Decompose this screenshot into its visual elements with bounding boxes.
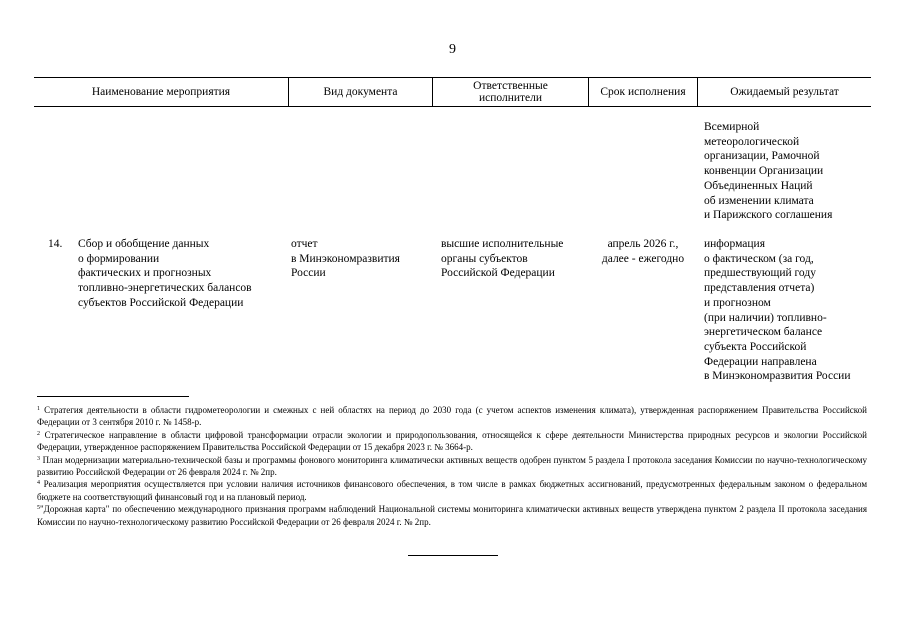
row-deadline: апрель 2026 г., далее - ежегодно [601, 238, 685, 265]
footnote-mark: 2 [37, 430, 40, 437]
footnote [37, 478, 867, 503]
continued-result-text: Всемирной метеорологической организации, Рамочной конвенции Организации Объединенных Наций об изменении климата и Парижского соглашения [704, 121, 833, 222]
footnote-mark: 4 [37, 480, 40, 487]
end-divider [408, 555, 498, 556]
footnote [37, 429, 867, 454]
footnote-text: Стратегия деятельности в области гидрометеорологии и смежных с ней областях на период до 2030 года (с учетом аспектов изменения климата), утвержденная распоряжением Правительства Российской Федерации от 3 сентября 2010 г. № 1458-р. [37, 405, 867, 428]
table-header-rule [34, 106, 871, 107]
footnote-mark: 1 [37, 406, 40, 412]
footnote [37, 404, 867, 429]
footnote [37, 454, 867, 479]
row-result: информация о фактическом (за год, предшествующий году представления отчета) и прогнозном (при наличии) топливно- энергетическом балансе субъекта Российской Федерации направлена в Минэкономразвития России [704, 238, 851, 383]
footnote-mark: 5 [37, 505, 40, 512]
header-name: Наименование мероприятия [91, 86, 231, 98]
footnote [37, 503, 867, 528]
row-number: 14. [48, 238, 63, 250]
footnote-text: План модернизации материально-технической базы и программы фонового мониторинга климатически активных веществ одобрен пунктом 5 раздела I протокола заседания Комиссии по научно-технологическому развитию Российской Федерации от 26 февраля 2024 г. № 2пр. [37, 454, 867, 478]
row-doc-type: отчет в Минэкономразвития России [291, 238, 400, 280]
footnote-mark: 3 [37, 455, 40, 462]
footnote-separator [37, 396, 189, 397]
footnote-text: Реализация мероприятия осуществляется при условии наличия источников финансового обеспечения, в том числе в рамках бюджетных ассигнований, предусмотренных федеральным законом о федеральном бюджете на соответствующий финансовый год и на плановый период. [37, 479, 868, 502]
footnote-text: Стратегическое направление в области цифровой трансформации отрасли экологии и природопользования, относящейся к сфере деятельности Министерства природных ресурсов и экологии Российской Федерации, утвержденное распоряжением Правительства Российской Федерации от 15 декабря 2023 г. № 3664-р. [37, 429, 867, 453]
page-number: 9 [449, 42, 456, 57]
header-responsible: Ответственные исполнители [473, 80, 548, 104]
footnote-text: "Дорожная карта" по обеспечению международного признания программ наблюдений Национальной системы мониторинга климатически активных веществ утверждена пунктом 2 раздела II протокола заседания Комиссии по научно-технологическому развитию Российской Федерации от 26 февраля 2024 г. № 2пр. [37, 504, 867, 527]
row-responsible: высшие исполнительные органы субъектов Российской Федерации [441, 238, 564, 280]
header-deadline: Срок исполнения [600, 86, 686, 98]
row-name: Сбор и обобщение данных о формировании фактических и прогнозных топливно-энергетических балансов субъектов Российской Федерации [78, 238, 252, 309]
footnotes [37, 404, 867, 528]
header-doc-type: Вид документа [323, 86, 398, 98]
header-result: Ожидаемый результат [730, 86, 839, 98]
